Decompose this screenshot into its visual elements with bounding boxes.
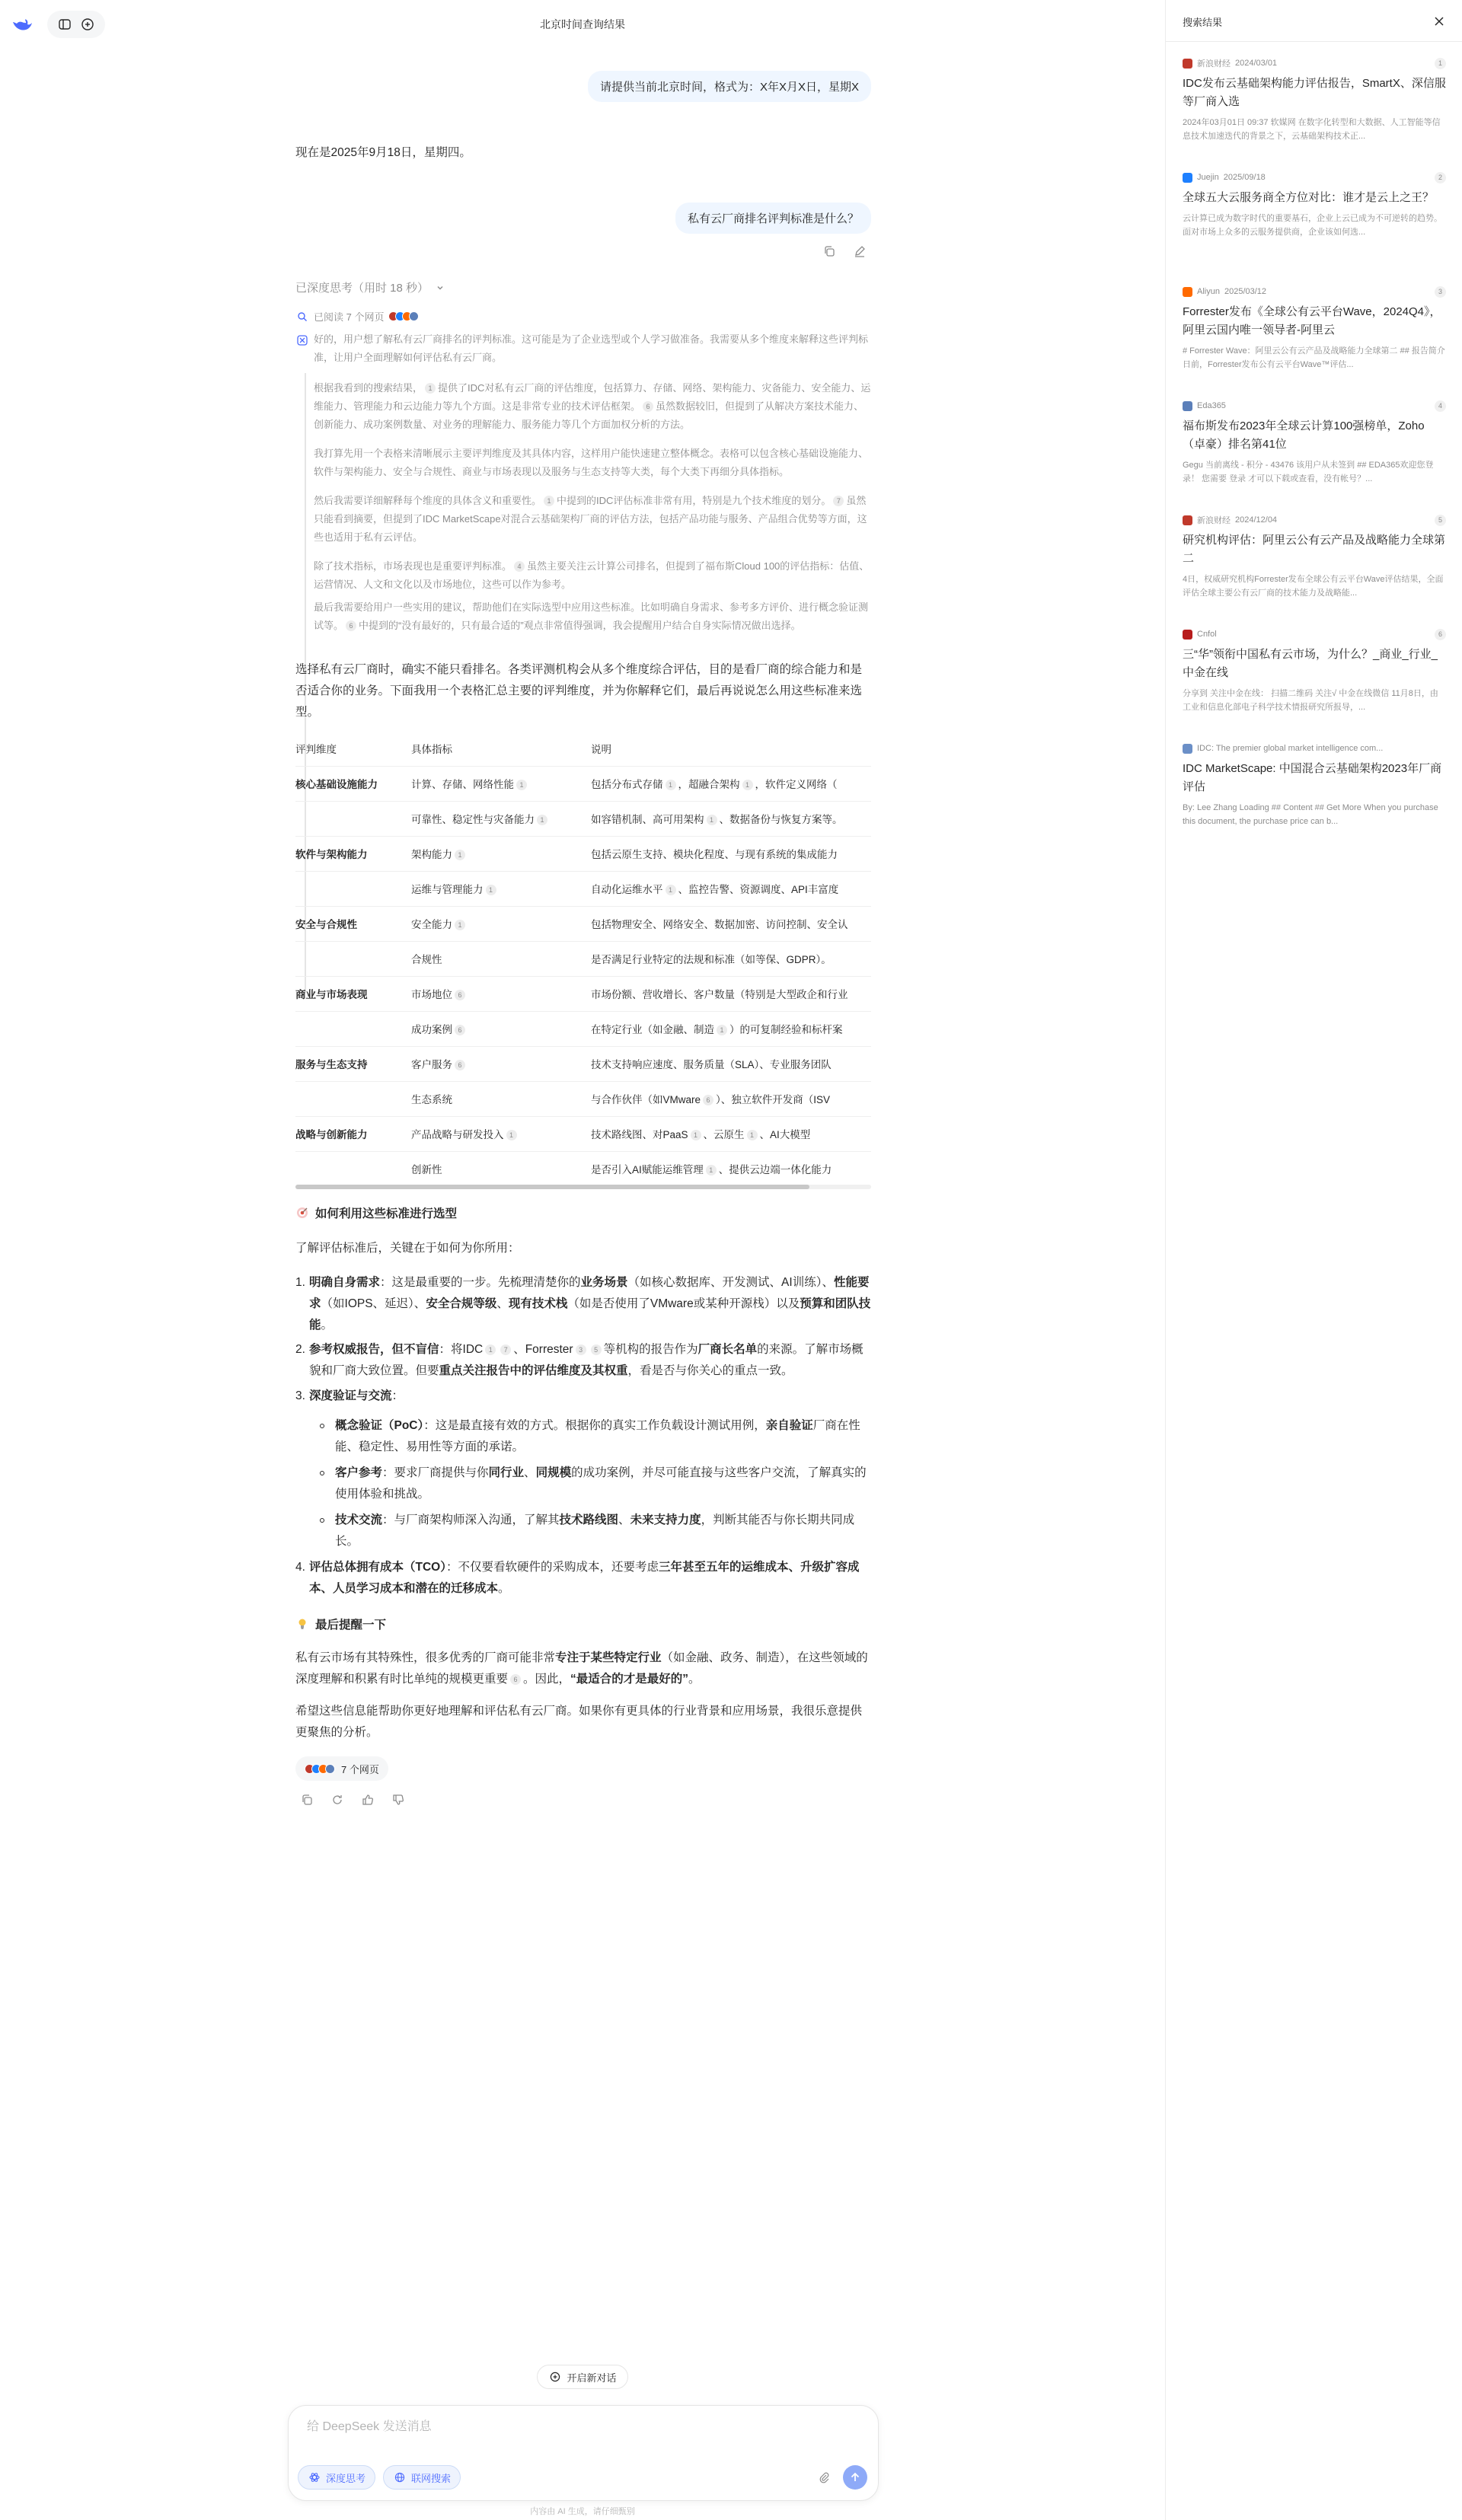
search-result[interactable] (1183, 743, 1446, 830)
table-row (295, 976, 871, 1011)
citation-badge[interactable]: 6 (455, 1060, 465, 1070)
table-row (295, 1011, 871, 1046)
table-cell-dimension (295, 941, 411, 976)
table-cell-dimension (295, 1151, 411, 1186)
search-result[interactable] (1183, 400, 1446, 487)
assistant-message-actions (300, 1793, 405, 1807)
result-source: IDC: The premier global market intelligence com... (1197, 744, 1384, 753)
closing-paragraph: 希望这些信息能帮助你更好地理解和评估私有云厂商。如果你有更具体的行业背景和应用场景，我很乐意提供更聚焦的分析。 (295, 1705, 863, 1739)
new-chat-icon (548, 2370, 562, 2384)
copy-icon[interactable] (822, 244, 836, 258)
table-row (295, 941, 871, 976)
result-index: 3 (1435, 286, 1446, 298)
citation-badge[interactable]: 1 (486, 885, 496, 895)
search-result[interactable] (1183, 172, 1446, 241)
closing-paragraph: 私有云市场有其特殊性，很多优秀的厂商可能非常专注于某些特定行业（如金融、政务、制造），在这些领域的深度理解和积累有时比单纯的规模更重要 6 。因此，“最适合的才是最好的”。 (295, 1651, 868, 1686)
table-row (295, 1116, 871, 1151)
table-row (295, 801, 871, 836)
favicon-icon (1183, 744, 1192, 754)
search-result[interactable] (1183, 629, 1446, 716)
table-row (295, 836, 871, 871)
table-cell-description: 包括分布式存储 1 ，超融合架构 1 ，软件定义网络（ (591, 766, 871, 801)
table-cell-dimension: 服务与生态支持 (295, 1046, 411, 1081)
copy-icon[interactable] (300, 1793, 314, 1807)
scrollbar-thumb[interactable] (295, 1185, 809, 1189)
citation-badge[interactable]: 1 (666, 780, 676, 790)
citation-badge[interactable]: 1 (455, 920, 465, 930)
user-message-actions (822, 244, 867, 258)
arrow-up-icon (848, 2471, 862, 2484)
result-source: Aliyun (1197, 287, 1220, 296)
paperclip-icon[interactable] (817, 2471, 831, 2484)
citation-badge[interactable]: 1 (747, 1130, 758, 1140)
result-meta (1183, 400, 1446, 411)
web-search-toggle[interactable]: 联网搜索 (383, 2465, 461, 2490)
result-snippet: 2024年03月01日 09:37 软媒网 在数字化转型和大数据、人工智能等信息技术加速迭代的背景之下，云基础架构技术正... (1183, 118, 1441, 141)
section-heading: 最后提醒一下 (295, 1616, 386, 1632)
table-cell-description: 技术支持响应速度、服务质量（SLA）、专业服务团队 (591, 1046, 871, 1081)
table-cell-dimension (295, 801, 411, 836)
result-title[interactable]: Forrester发布《全球公有云平台Wave，2024Q4》，阿里云国内唯一领导者-阿里云 (1183, 305, 1441, 337)
citation-badge[interactable]: 1 (691, 1130, 701, 1140)
table-cell-metric: 生态系统 (411, 1081, 591, 1116)
read-pages-label: 已阅读 7 个网页 (314, 311, 385, 323)
thinking-paragraph: 我打算先用一个表格来清晰展示主要评判维度及其具体内容，这样用户能快速建立整体概念。表格可以包含核心基础设施能力、软件与架构能力、安全与合规性、商业与市场表现以及服务与生态支持等大类，每个大类下再细分具体指标。 (314, 448, 869, 477)
citation-badge[interactable]: 1 (707, 815, 717, 825)
table-header: 评判维度 (295, 731, 411, 766)
section-lead: 了解评估标准后，关键在于如何为你所用： (295, 1242, 520, 1255)
result-meta (1183, 629, 1446, 640)
table-row (295, 906, 871, 941)
user-message-1: 请提供当前北京时间，格式为：X年X月X日，星期X (588, 71, 871, 102)
result-title[interactable]: 福布斯发布2023年全球云计算100强榜单，Zoho（卓豪）排名第41位 (1183, 419, 1425, 451)
result-title[interactable]: 研究机构评估：阿里云公有云产品及战略能力全球第二 (1183, 534, 1446, 565)
favicon-icon (409, 311, 419, 321)
citation-badge[interactable]: 1 (506, 1130, 517, 1140)
thinking-label: 已深度思考（用时 18 秒） (295, 282, 429, 295)
deep-think-toggle[interactable]: 深度思考 (298, 2465, 375, 2490)
page-title: 北京时间查询结果 (540, 18, 625, 30)
lightbulb-icon (295, 1617, 309, 1631)
table-cell-dimension: 安全与合规性 (295, 906, 411, 941)
result-source: Eda365 (1197, 401, 1226, 410)
citation-badge[interactable]: 6 (455, 1025, 465, 1035)
table-cell-metric: 合规性 (411, 941, 591, 976)
result-source: 新浪财经 (1197, 516, 1231, 525)
table-cell-metric: 架构能力 1 (411, 836, 591, 871)
list-item: 2. 参考权威报告，但不盲信：将IDC 1 7 、Forrester 3 5 等机构的报告作为厂商长名单的来源。了解市场概貌和厂商大致位置。但要重点关注报告中的评估维度及其权重，看是否与你关心的重点一致。 (295, 1343, 863, 1377)
citation-badge[interactable]: 1 (455, 850, 465, 860)
globe-icon (393, 2471, 407, 2484)
citation-badge[interactable]: 6 (455, 990, 465, 1000)
read-pages-row[interactable] (295, 309, 419, 324)
table-cell-metric: 客户服务 6 (411, 1046, 591, 1081)
panel-header (1183, 14, 1446, 29)
table-row (295, 766, 871, 801)
result-date: 2025/03/12 (1224, 287, 1267, 296)
citation-badge[interactable]: 1 (706, 1165, 717, 1175)
message-input[interactable] (307, 2416, 855, 2438)
divider (1166, 41, 1462, 42)
table-cell-dimension (295, 1011, 411, 1046)
search-result[interactable] (1183, 515, 1446, 601)
section-heading: 如何利用这些标准进行选型 (295, 1204, 457, 1221)
sources-button[interactable] (295, 1756, 388, 1781)
table-row (295, 1081, 871, 1116)
search-result[interactable] (1183, 58, 1446, 145)
sub-list-item: 技术交流：与厂商架构师深入沟通，了解其技术路线图、未来支持力度，判断其能否与你长期共同成长。 (309, 1510, 871, 1552)
thinking-toggle[interactable] (295, 279, 447, 295)
criteria-table (295, 731, 871, 1187)
table-cell-dimension: 核心基础设施能力 (295, 766, 411, 801)
chevron-down-icon (433, 281, 447, 295)
table-cell-description: 是否引入AI赋能运维管理 1 、提供云边端一体化能力 (591, 1151, 871, 1186)
result-meta (1183, 515, 1446, 525)
table-cell-metric: 可靠性、稳定性与灾备能力 1 (411, 801, 591, 836)
favicon-icon (1183, 515, 1192, 525)
result-snippet: 分享到 关注中金在线： 扫描二维码 关注√ 中金在线微信 11月8日，由工业和信息化部电子科学技术情报研究所报导，... (1183, 689, 1438, 712)
result-snippet: Gegu 当前离线 - 积分 - 43476 该用户从未签到 ## EDA365欢迎您登录！ 您需要 登录 才可以下载或查看，没有帐号？... (1183, 461, 1434, 483)
table-cell-description: 包括物理安全、网络安全、数据加密、访问控制、安全认 (591, 906, 871, 941)
favicon-icon (1183, 287, 1192, 297)
result-title[interactable]: 三“华”领衔中国私有云市场，为什么？_商业_行业_中金在线 (1183, 648, 1438, 679)
table-header: 说明 (591, 731, 871, 766)
table-cell-dimension: 战略与创新能力 (295, 1116, 411, 1151)
result-title[interactable]: IDC MarketScape: 中国混合云基础架构2023年厂商评估 (1183, 762, 1442, 793)
table-cell-metric: 产品战略与研发投入 1 (411, 1116, 591, 1151)
table-cell-dimension (295, 871, 411, 906)
citation-badge[interactable]: 6 (703, 1095, 713, 1105)
thinking-paragraph: 然后我需要详细解释每个维度的具体含义和重要性。 1 中提到的IDC评估标准非常有用，特别是九个技术维度的划分。 7 虽然只能看到摘要，但提到了IDC MarketScape对混合云基础架构厂商的评估方法，包括产品功能与服务、产品组合优势等方面，这些也适用于私有云评估。 (314, 495, 867, 543)
result-meta (1183, 172, 1446, 183)
search-results-panel (1165, 0, 1462, 2520)
table-cell-metric: 安全能力 1 (411, 906, 591, 941)
table-cell-dimension (295, 1081, 411, 1116)
thinking-paragraph: 除了技术指标，市场表现也是重要评判标准。 4 虽然主要关注云计算公司排名，但提到了福布斯Cloud 100的评估指标：估值、运营情况、人文和文化以及市场地位，这些可以作为参考。 (314, 560, 870, 590)
table-cell-metric: 计算、存储、网络性能 1 (411, 766, 591, 801)
table-row (295, 1046, 871, 1081)
result-index: 4 (1435, 400, 1446, 412)
result-date: 2024/03/01 (1235, 59, 1278, 68)
send-button[interactable] (843, 2465, 867, 2490)
table-cell-description: 如容错机制、高可用架构 1 、数据备份与恢复方案等。 (591, 801, 871, 836)
result-snippet: By: Lee Zhang Loading ## Content ## Get More When you purchase this document, the purchase price can b... (1183, 803, 1438, 826)
panel-title: 搜索结果 (1183, 16, 1223, 28)
thinking-icon (295, 333, 309, 347)
result-source: Cnfol (1197, 630, 1217, 639)
target-icon (295, 1206, 309, 1220)
ai-disclaimer: 内容由 AI 生成，请仔细甄别 (530, 2507, 635, 2516)
source-favicons (305, 1764, 335, 1774)
citation-badge[interactable]: 1 (516, 780, 527, 790)
thinking-paragraph: 最后我需要给用户一些实用的建议，帮助他们在实际选型中应用这些标准。比如明确自身需求、参考多方评价、进行概念验证测试等。 6 中提到的“没有最好的，只有最合适的”观点非常值得强调，我会提醒用户结合自身实际情况做出选择。 (314, 601, 869, 631)
table-cell-metric: 创新性 (411, 1151, 591, 1186)
thinking-paragraph: 根据我看到的搜索结果， 1 提供了IDC对私有云厂商的评估维度，包括算力、存储、网络、架构能力、灾备能力、安全能力、运维能力、管理能力和云边能力等九个方面。这是非常专业的技术评估框架。 6 虽然数据较旧，但提到了从解决方案技术能力、创新能力、成功案例数量、对业务的理解能力、服务能力等几个方面加权分析的方法。 (314, 382, 871, 430)
list-item: 1. 明确自身需求：这是最重要的一步。先梳理清楚你的业务场景（如核心数据库、开发测试、AI训练）、性能要求（如IOPS、延迟）、安全合规等级、现有技术栈（如是否使用了VMware或某种开源栈）以及预算和团队技能。 (295, 1276, 871, 1332)
table-cell-description: 自动化运维水平 1 、监控告警、资源调度、API丰富度 (591, 871, 871, 906)
table-cell-metric: 成功案例 6 (411, 1011, 591, 1046)
result-title[interactable]: 全球五大云服务商全方位对比：谁才是云上之王？ (1183, 191, 1435, 204)
result-title[interactable]: IDC发布云基础架构能力评估报告，SmartX、深信服等厂商入选 (1183, 77, 1446, 108)
table-cell-description: 在特定行业（如金融、制造 1 ）的可复制经验和标杆案 (591, 1011, 871, 1046)
message-composer (288, 2405, 879, 2501)
result-source: 新浪财经 (1197, 59, 1231, 69)
thumbs-down-icon[interactable] (391, 1793, 405, 1807)
atom-icon (308, 2471, 321, 2484)
assistant-answer-1: 现在是2025年9月18日，星期四。 (295, 146, 471, 159)
source-favicons (388, 311, 419, 321)
regenerate-icon[interactable] (330, 1793, 344, 1807)
table-scrollbar[interactable] (295, 1185, 871, 1189)
answer-intro: 选择私有云厂商时，确实不能只看排名。各类评测机构会从多个维度综合评估，目的是看厂商的综合能力和是否适合你的业务。下面我用一个表格汇总主要的评判维度，并为你解释它们，最后再说说怎么用这些标准来选型。 (295, 663, 863, 719)
table-cell-description: 与合作伙伴（如VMware 6 ）、独立软件开发商（ISV (591, 1081, 871, 1116)
result-index: 1 (1435, 58, 1446, 69)
list-item: 3. 深度验证与交流： (295, 1389, 404, 1402)
result-meta (1183, 58, 1446, 69)
close-icon[interactable] (1432, 14, 1446, 28)
sub-list-item: 概念验证（PoC）：这是最直接有效的方式。根据你的真实工作负载设计测试用例，亲自验证厂商在性能、稳定性、易用性等方面的承诺。 (309, 1415, 871, 1458)
user-message-2: 私有云厂商排名评判标准是什么？ (675, 203, 871, 234)
favicon-icon (1183, 401, 1192, 411)
result-date: 2025/09/18 (1223, 173, 1266, 182)
thinking-paragraph: 好的，用户想了解私有云厂商排名的评判标准。这可能是为了企业选型或个人学习做准备。我需要从多个维度来解释这些评判标准，让用户全面理解如何评估私有云厂商。 (314, 333, 869, 363)
result-meta (1183, 743, 1446, 754)
sub-list-item: 客户参考：要求厂商提供与你同行业、同规模的成功案例，并尽可能直接与这些客户交流，了解真实的使用体验和挑战。 (309, 1463, 871, 1505)
edit-icon[interactable] (853, 244, 867, 258)
citation-badge[interactable]: 1 (666, 885, 676, 895)
citation-badge[interactable]: 1 (742, 780, 753, 790)
result-index: 5 (1435, 515, 1446, 526)
result-index: 6 (1435, 629, 1446, 640)
table-row (295, 1151, 871, 1186)
citation-badge[interactable]: 1 (717, 1025, 727, 1035)
table-cell-description: 包括云原生支持、模块化程度、与现有系统的集成能力 (591, 836, 871, 871)
thumbs-up-icon[interactable] (361, 1793, 375, 1807)
result-date: 2024/12/04 (1235, 515, 1278, 525)
citation-badge[interactable]: 1 (537, 815, 547, 825)
list-item: 4. 评估总体拥有成本（TCO）：不仅要看软硬件的采购成本，还要考虑三年甚至五年的运维成本、升级扩容成本、人员学习成本和潜在的迁移成本。 (295, 1561, 860, 1595)
table-cell-dimension: 软件与架构能力 (295, 836, 411, 871)
favicon-icon (1183, 630, 1192, 640)
favicon-icon (325, 1764, 335, 1774)
new-chat-area (0, 2365, 1165, 2389)
result-meta (1183, 286, 1446, 297)
table-cell-description: 是否满足行业特定的法规和标准（如等保、GDPR）。 (591, 941, 871, 976)
table-cell-dimension: 商业与市场表现 (295, 976, 411, 1011)
result-index: 2 (1435, 172, 1446, 183)
table-header: 具体指标 (411, 731, 591, 766)
search-result[interactable] (1183, 286, 1446, 373)
new-chat-button[interactable]: 开启新对话 (537, 2365, 627, 2389)
table-row (295, 871, 871, 906)
table-header-row (295, 731, 871, 766)
table-cell-description: 技术路线图、对PaaS 1 、云原生 1 、AI大模型 (591, 1116, 871, 1151)
favicon-icon (1183, 173, 1192, 183)
result-source: Juejin (1197, 173, 1219, 182)
result-snippet: 4日，权威研究机构Forrester发布全球公有云平台Wave评估结果，全面评估全球主要公有云厂商的技术能力及战略能... (1183, 575, 1444, 598)
favicon-icon (1183, 59, 1192, 69)
sources-label: 7 个网页 (341, 1763, 379, 1775)
table-cell-metric: 运维与管理能力 1 (411, 871, 591, 906)
result-snippet: 云计算已成为数字时代的重要基石，企业上云已成为不可逆转的趋势。面对市场上众多的云服务提供商，企业该如何选... (1183, 214, 1442, 237)
result-snippet: # Forrester Wave：阿里云公有云产品及战略能力全球第二 ## 报告简介 日前，Forrester发布公有云平台Wave™评估... (1183, 346, 1445, 369)
search-icon (295, 310, 309, 324)
table-cell-description: 市场份额、营收增长、客户数量（特别是大型政企和行业 (591, 976, 871, 1011)
table-cell-metric: 市场地位 6 (411, 976, 591, 1011)
